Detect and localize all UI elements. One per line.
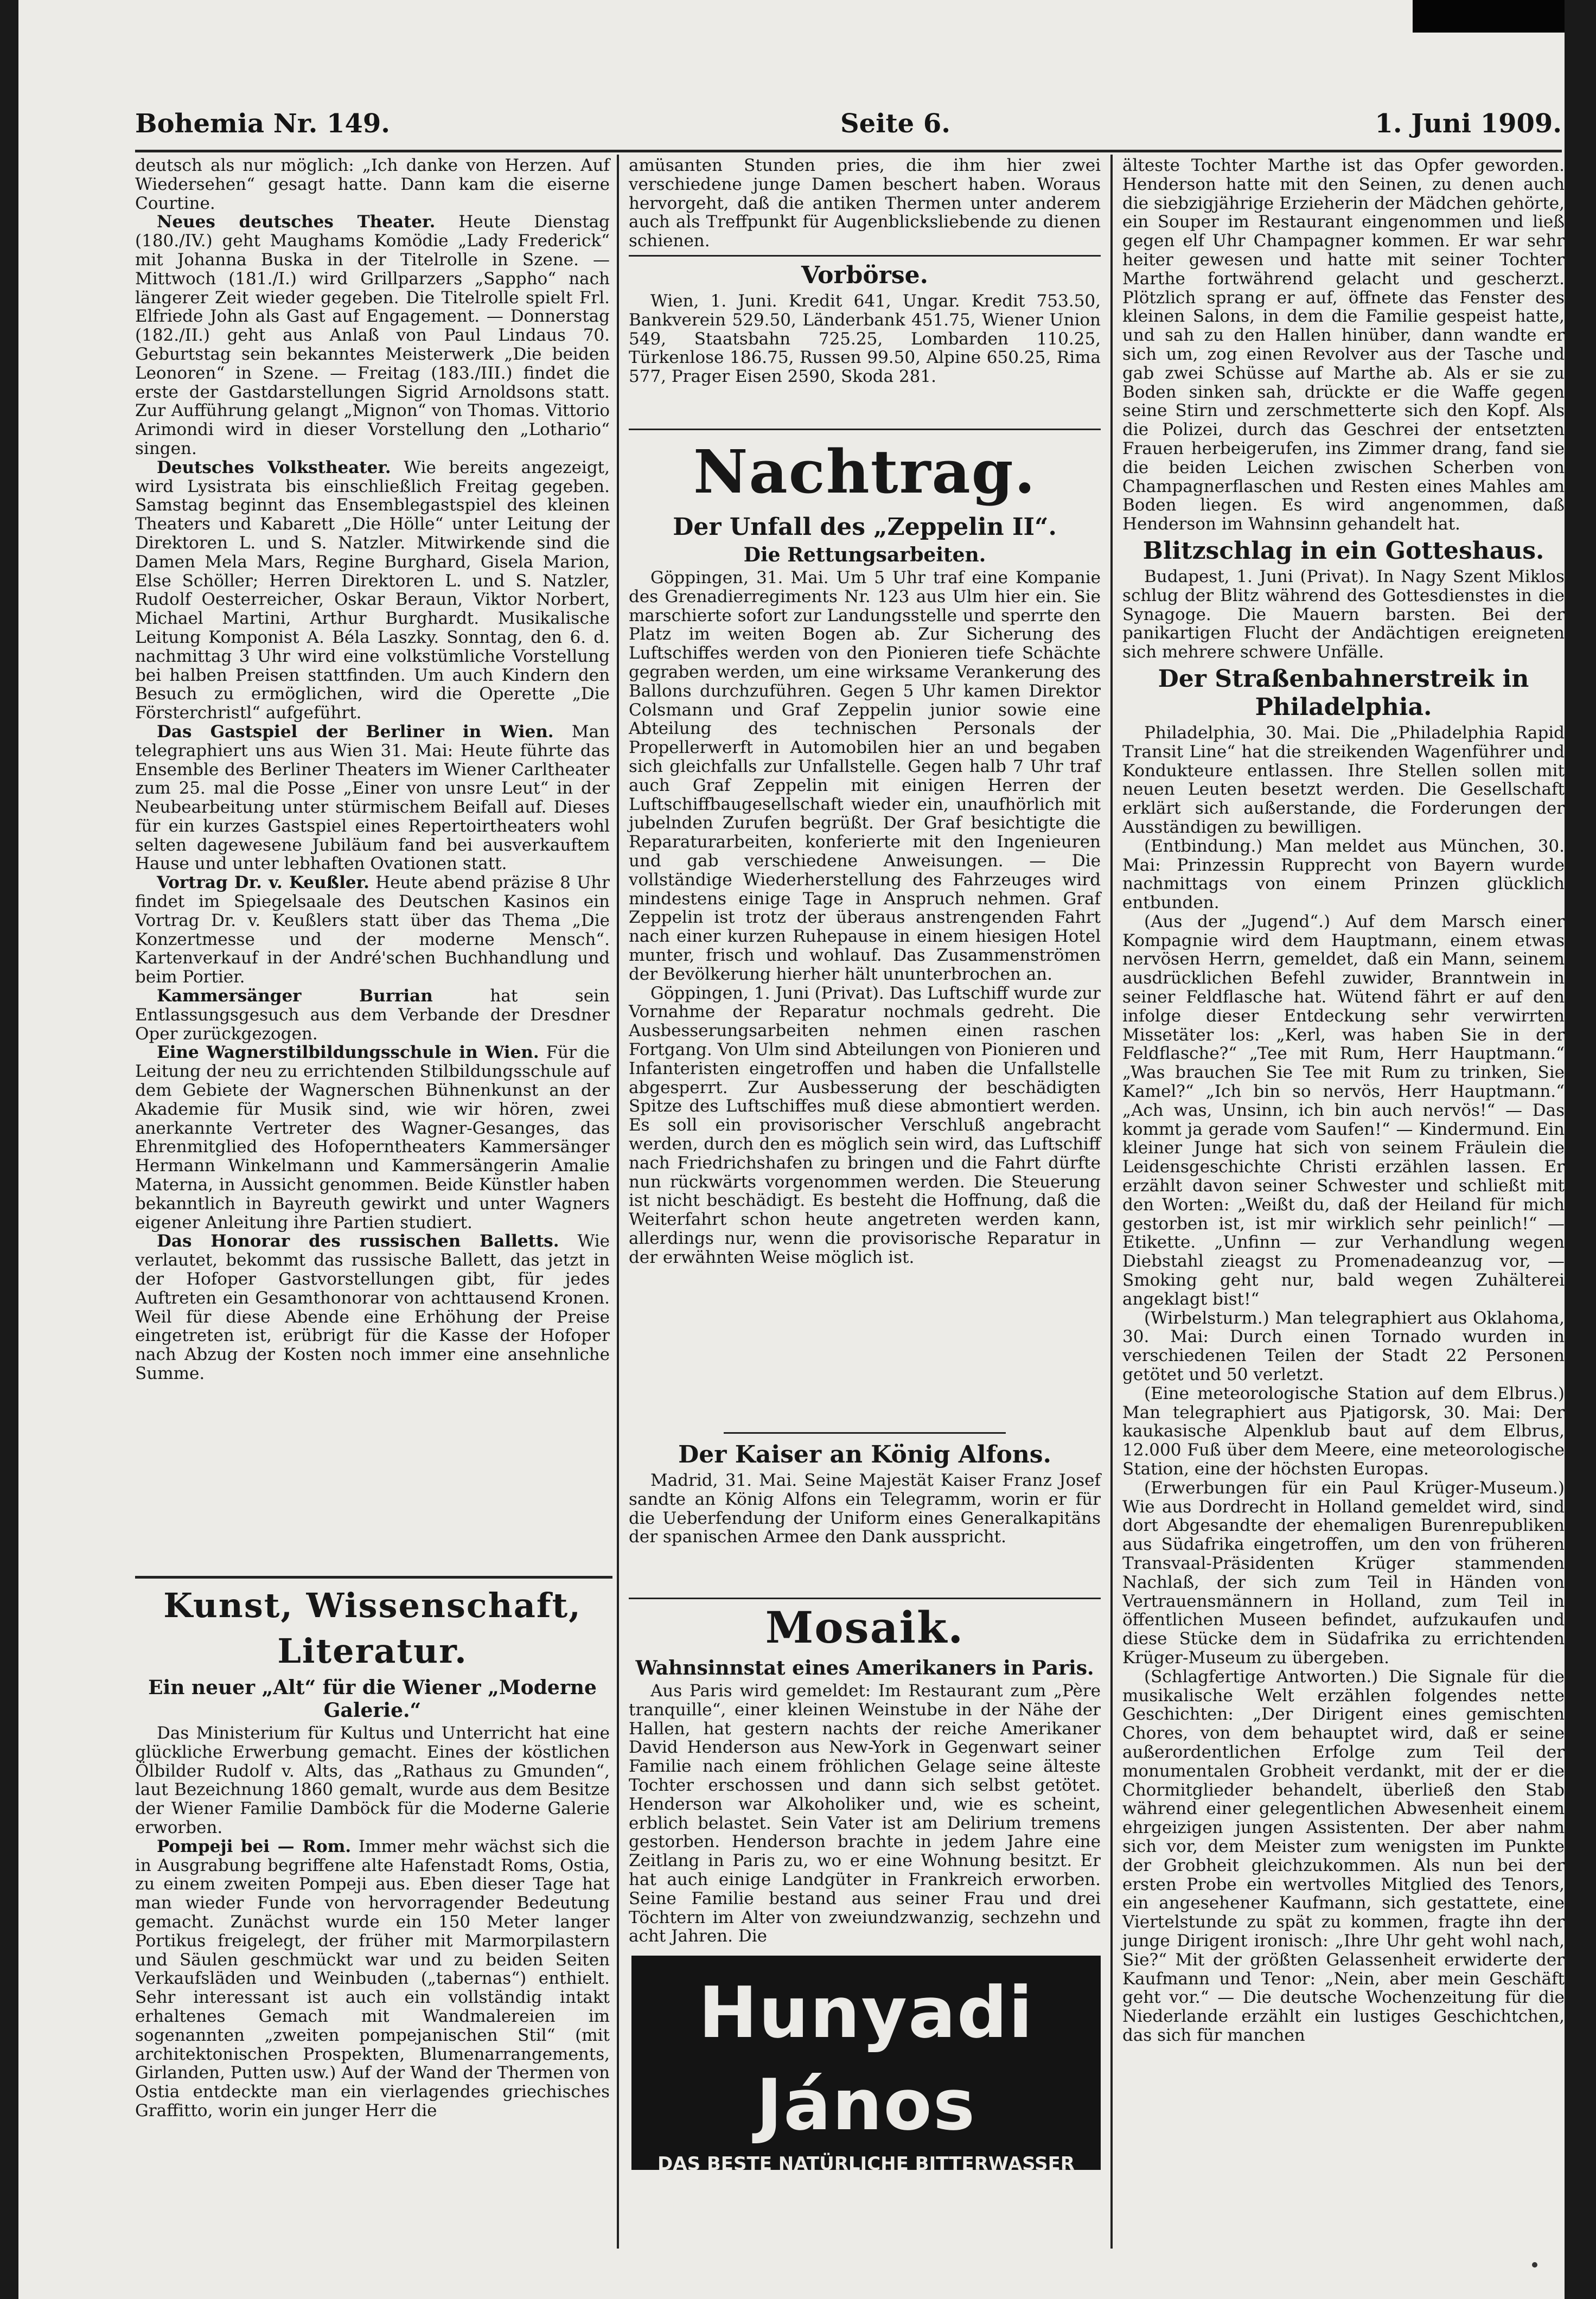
section-nachtrag: [629, 434, 1101, 1427]
headline-vortrag: Vortrag Dr. v. Keußler.: [157, 873, 369, 893]
section-title-nachtrag: Nachtrag.: [693, 437, 1037, 507]
column-divider-2: [1110, 155, 1113, 2249]
advertisement-hunyadi: [631, 1956, 1101, 2233]
page-header: [135, 108, 1562, 146]
ad-subline: EIN NATURSCHATZ VON WELTRUF. MILD, ZUVERLÄSSIG: [679, 2179, 1053, 2195]
body-alt: Das Ministerium für Kultus und Unterricht hat eine glückliche Erwerbung gemacht. Eines der köstlichen Ölbilder Rudolf v. Alts, das „Rathaus zu Gmunden“, laut Bezeichnung 1860 gemalt, wurde aus dem Besitze der Wiener Familie Damböck für die Moderne Galerie erworben.: [135, 1723, 610, 1837]
headline-burrian: Kammersänger Burrian: [157, 986, 433, 1006]
body-berliner: Man telegraphiert uns aus Wien 31. Mai: Heute führte das Ensemble des Berliner Theaters im Wiener Carltheater zum 25. mal die Posse „Einer von unsre Leut“ in der Neubearbeitung unter stürmischem Beifall auf. Dieses für ein kurzes Gastspiel eines Repertoirtheaters wohl selten dagewesene Jubiläum fand bei ausverkauftem Hause und unter lebhaften Ovationen statt.: [135, 721, 610, 874]
item-jugend: (Aus der „Jugend“.) Auf dem Marsch einer Kompagnie wird dem Hauptmann, einem etwas nervösen Herrn, gemeldet, daß ein Mann, seinem ausdrücklichen Befehl zuwider, Branntwein in seiner Feldflasche hat. Wütend fährt er auf den infolge dieser Entdeckung sehr verwirrten Missetäter los: „Kerl, was haben Sie in der Feldflasche?“ „Tee mit Rum, Herr Hauptmann.“ „Was brauchen Sie Tee mit Rum zu trinken, Sie Kamel?“ „Ich bin so nervös, Herr Hauptmann.“ „Ach was, Unsinn, ich bin auch nervös!“ — Das kommt ja gerade vom Saufen!“ — Kindermund. Ein kleiner Junge hat sich von seinem Fräulein die Leidensgeschichte Christi erzählen lassen. Er erzählt davon seiner Schwester und schließt mit den Worten: „Weißt du, daß der Heiland für mich gestorben ist, ist mir wirklich sehr peinlich!“ — Etikette. „Unfinn — zur Verhandlung wegen Diebstahl zieagst zu Promenadeanzug vor, — Smoking geht nur, bald wegen Zuhälterei angeklagt bist!“: [1122, 911, 1565, 1309]
section-title-kunst: Kunst, Wissenschaft, Literatur.: [163, 1586, 582, 1671]
item-krueger-museum: (Erwerbungen für ein Paul Krüger-Museum.) Wie aus Dordrecht in Holland gemeldet wird, sind dort Abgesandte der ehemaligen Burenrepubliken aus Südafrika eingetroffen, um den von früheren Transvaal-Präsidenten Krüger stammenden Nachlaß, der sich zum Teil in Händen von Vertrauensmännern in Holland, zum Teil in öffentlichen Museen befindet, aufzukaufen und diese Stücke dem in Südafrika zu errichtenden Krüger-Museum zu übergeben.: [1122, 1478, 1565, 1668]
body-pompeji: Immer mehr wächst sich die in Ausgrabung begriffene alte Hafenstadt Roms, Ostia, zu einem zweiten Pompeji aus. Eben dieser Tage hat man wieder Funde von hervorragender Bedeutung gemacht. Zunächst wurde ein 150 Meter langer Portikus freigelegt, der früher mit Marmorpilastern und Säulen geschmückt war und zu beiden Seiten Verkaufsläden und Weinbuden („tabernas“) enthielt. Sehr interessant ist auch ein vollständig intakt erhaltenes Gemach mit Wandmalereien im sogenannten „zweiten pompejanischen Stil“ (mit architektonischen Prospekten, Blumenarrangements, Girlanden, Putten usw.) Auf der Wand der Thermen von Ostia entdeckte man ein vierlagendes griechisches Graffitto, worin ein junger Herr die: [135, 1836, 610, 2121]
article-burrian: [135, 987, 610, 1043]
scan-dot: [1532, 2262, 1537, 2268]
headline-blitzschlag: Blitzschlag in ein Gotteshaus.: [1142, 537, 1544, 565]
article-neues-theater: [135, 213, 610, 458]
body-zeppelin-1: Göppingen, 31. Mai. Um 5 Uhr traf eine Kompanie des Grenadierregiments Nr. 123 aus Ulm hier ein. Sie marschierte sofort zur Landungsstelle und sperrte den Platz im weiten Bogen ab. Zur Sicherung des Luftschiffes werden von den Pionieren tiefe Schächte gegraben werden, um eine wirksame Verankerung des Ballons durchzuführen. Gegen 5 Uhr kamen Direktor Colsmann und Graf Zeppelin junior sowie eine Abteilung des technischen Personals der Propellerwerft in Automobilen hier an und begaben sich gleichfalls zur Unfallstelle. Gegen halb 7 Uhr traf auch Graf Zeppelin mit einigen Herren der Luftschiffbaugesellschaft wieder ein, unaufhörlich mit jubelnden Zurufen begrüßt. Der Graf besichtigte die Reparaturarbeiten, konferierte mit den Ingenieuren und gab verschiedene Anweisungen. — Die vollständige Wiederherstellung des Fahrzeuges wird mindestens einige Tage in Anspruch nehmen. Graf Zeppelin ist trotz der überaus anstrengenden Fahrt nach einer kurzen Ruhepause in einem hiesigen Hotel munter, frisch und wohlauf. Das Zusammenströmen der Bevölkerung hierher hält ununterbrochen an.: [629, 568, 1101, 984]
rule-nachtrag-top: [629, 429, 1101, 430]
body-vortrag: Heute abend präzise 8 Uhr findet im Spiegelsaale des Deutschen Kasinos ein Vortrag Dr. v. Keußlers statt über das Thema „Die Konzertmesse und der moderne Mensch“. Kartenverkauf in der André'schen Buchhandlung und beim Portier.: [135, 873, 610, 987]
body-wahnsinnstat: Aus Paris wird gemeldet: Im Restaurant zum „Père tranquille“, einer kleinen Weinstube in der Nähe der Hallen, hat gestern nachts der reiche Amerikaner David Henderson aus New-York in Gegenwart seiner Familie nach einem fröhlichen Gelage seine älteste Tochter erschossen und dann sich selbst getötet. Henderson war Alkoholiker und, wie es scheint, erblich belastet. Sein Vater ist am Delirium tremens gestorben. Henderson brachte in jedem Jahre eine Zeitlang in Paris zu, wo er eine Wohnung besitzt. Er hat auch einige Landgüter in Frankreich erworben. Seine Familie bestand aus seiner Frau und drei Töchtern im Alter von zweiundzwanzig, sechzehn und acht Jahren. Die: [629, 1681, 1101, 1946]
body-vorboerse: Wien, 1. Juni. Kredit 641, Ungar. Kredit 753.50, Bankverein 529.50, Länderbank 451.75, Wiener Union 549, Staatsbahn 725.25, Lombarden 110.25, Türkenlose 186.75, Russen 99.50, Alpine 650.25, Rima 577, Prager Eisen 2590, Skoda 281.: [629, 291, 1101, 387]
section-mosaik: [629, 1600, 1101, 1950]
headline-kaiser: Der Kaiser an König Alfons.: [678, 1441, 1051, 1468]
headline-honorar: Das Honorar des russischen Balletts.: [157, 1231, 559, 1251]
section-kaiser: [629, 1438, 1101, 1592]
headline-wagner: Eine Wagnerstilbildungsschule in Wien.: [157, 1043, 539, 1063]
subheadline-zeppelin: Die Rettungsarbeiten.: [743, 544, 986, 566]
article-vortrag: [135, 873, 610, 987]
section-kunst: [135, 1583, 610, 2247]
article-continuation-col2: amüsanten Stunden pries, die ihm hier zwei verschiedene junge Damen beschert haben. Woraus hervorgeht, daß die antiken Thermen unter anderem auch als Treffpunkt für Augenblicksliebende zu dienen schienen.: [629, 156, 1101, 251]
section-vorboerse: [629, 258, 1101, 421]
rule-kaiser-top: [724, 1432, 1006, 1434]
headline-pompeji: Pompeji bei — Rom.: [157, 1836, 352, 1856]
article-wagner: [135, 1043, 610, 1232]
rule-vorboerse-top: [629, 255, 1101, 257]
section-rule-kunst: [135, 1576, 612, 1579]
ad-tagline: DAS BESTE NATÜRLICHE BITTERWASSER: [657, 2153, 1075, 2175]
header-page-number: Seite 6.: [840, 108, 950, 139]
column-1: [135, 156, 610, 1561]
newspaper-page: [18, 0, 1565, 2299]
ad-owner: BESITZER: ANDREAS SAXLEHNER BUDAPEST. K.u.K. HOFLIEFERANT: [638, 2200, 1094, 2215]
column-2-top: [629, 156, 1101, 251]
headline-zeppelin: Der Unfall des „Zeppelin II“.: [673, 513, 1057, 541]
header-issue: Bohemia Nr. 149.: [135, 108, 390, 139]
scan-edge-shadow: [1413, 0, 1565, 33]
headline-vorboerse: Vorbörse.: [801, 261, 928, 289]
header-rule: [135, 150, 1562, 152]
column-divider-1: [617, 155, 619, 2249]
column-3: [1122, 156, 1565, 2247]
headline-wahnsinnstat: Wahnsinnstat eines Amerikaners in Paris.: [635, 1657, 1094, 1679]
ad-brand-name: Hunyadi János: [698, 1971, 1034, 2146]
article-pompeji: [135, 1837, 610, 2121]
section-title-mosaik: Mosaik.: [765, 1602, 965, 1653]
headline-strassenbahnerstreik: Der Straßenbahnerstreik in Philadelphia.: [1158, 665, 1529, 721]
body-kaiser: Madrid, 31. Mai. Seine Majestät Kaiser Franz Josef sandte an König Alfons ein Telegramm, worin er für die Ueberfendung der Uniform eines Generalkapitäns der spanischen Armee den Dank ausspricht.: [629, 1471, 1101, 1547]
rule-mosaik-top: [629, 1598, 1101, 1599]
header-date: 1. Juni 1909.: [1375, 108, 1562, 139]
article-berliner: [135, 723, 610, 873]
body-honorar: Wie verlautet, bekommt das russische Ballett, das jetzt in der Hofoper Gastvorstellungen gibt, für jedes Auftreten ein Gesamthonorar von achttausend Kronen. Weil für diese Abende eine Erhöhung der Preise eingetreten ist, erübrigt für die Kasse der Hofoper nach Abzug der Kosten noch immer eine ansehnliche Summe.: [135, 1231, 610, 1383]
headline-neues-theater: Neues deutsches Theater.: [157, 212, 436, 232]
body-strassenbahnerstreik: Philadelphia, 30. Mai. Die „Philadelphia Rapid Transit Line“ hat die streikenden Wagenführer und Kondukteure entlassen. Ihre Stellen sollen mit neuen Leuten besetzt werden. Die Gesellschaft erklärt sich außerstande, die Forderungen der Ausständigen zu bewilligen.: [1122, 723, 1565, 837]
body-wahnsinnstat-continued: älteste Tochter Marthe ist das Opfer geworden. Henderson hatte mit den Seinen, zu denen auch die siebzigjährige Erzieherin der Mädchen gehörte, ein Souper im Restaurant eingenommen und ließ gegen elf Uhr Champagner kommen. Er war sehr heiter gewesen und hatte mit seiner Tochter Marthe fortwährend gelacht und gescherzt. Plötzlich sprang er auf, öffnete das Fenster des kleinen Salons, in dem die Familie gespeist hatte, und sah zu den Hallen hinüber, dann wandte er sich um, zog einen Revolver aus der Tasche und gab zwei Schüsse auf Marthe ab. Als er sie zu Boden sinken sah, drückte er die Waffe gegen seine Stirn und zerschmetterte sich den Kopf. Als die Polizei, durch das Geschrei der entsetzten Frauen herbeigerufen, ins Zimmer drang, fand sie die beiden Leichen zwischen Scherben von Champagnerflaschen und Resten eines Mahles am Boden liegen. Es wird angenommen, daß Henderson im Wahnsinn gehandelt hat.: [1122, 156, 1565, 534]
body-zeppelin-2: Göppingen, 1. Juni (Privat). Das Luftschiff wurde zur Vornahme der Reparatur nochmals gedreht. Die Ausbesserungsarbeiten nehmen einen raschen Fortgang. Von Ulm sind Abteilungen von Pionieren und Infanteristen eingetroffen und haben die Unfallstelle abgesperrt. Zur Ausbesserung der beschädigten Spitze des Luftschiffes muß diese abmontiert werden. Es soll ein provisorischer Verschluß angebracht werden, durch den es möglich sein wird, das Luftschiff nach Friedrichshafen zu bringen und die Fahrt dürfte nun rückwärts vorgenommen werden. Die Steuerung ist nicht beschädigt. Es besteht die Hoffnung, daß die Weiterfahrt schon heute angetreten werden kann, allerdings nur, wenn die provisorische Reparatur in der erwähnten Weise möglich ist.: [629, 983, 1101, 1267]
headline-berliner: Das Gastspiel der Berliner in Wien.: [157, 721, 554, 742]
headline-volkstheater: Deutsches Volkstheater.: [157, 457, 391, 477]
article-honorar: [135, 1232, 610, 1383]
item-schlagfertige-antworten: (Schlagfertige Antworten.) Die Signale für die musikalische Welt erzählen folgendes nette Geschichten: „Der Dirigent eines gemischten Chores, von dem behauptet wird, daß er seine außerordentlichen Erfolge zum Teil der monumentalen Grobheit verdankt, mit der er die Chormitglieder behandelt, überließ den Stab während einer gelegentlichen Abwesenheit einem ehrgeizigen jungen Assistenten. Der aber nahm sich vor, dem Meister zum wenigsten im Punkte der Grobheit gleichzukommen. Als nun bei der ersten Probe ein wertvolles Mitglied des Tenors, ein angesehener Kaufmann, sich gestattete, eine Viertelstunde zu spät zu kommen, fragte ihn der junge Dirigent ironisch: „Ihre Uhr geht wohl nach, Sie?“ Mit der größten Gelassenheit erwiderte der Kaufmann und Tenor: „Nein, aber mein Geschäft geht vor.“ — Die deutsche Wochenzeitung für die Niederlande erzählt ein lustiges Geschichtchen, das sich für manchen: [1122, 1666, 1565, 2045]
body-blitzschlag: Budapest, 1. Juni (Privat). In Nagy Szent Miklos schlug der Blitz während des Gottesdienstes in die Synagoge. Die Mauern barsten. Bei der panikartigen Flucht der Andächtigen ereigneten sich mehrere schwere Unfälle.: [1122, 566, 1565, 662]
body-wagner: Für die Leitung der neu zu errichtenden Stilbildungsschule auf dem Gebiete der Wagnerschen Bühnenkunst an der Akademie für Musik sind, wie wir hören, zwei anerkannte Vertreter des Wagner-Gesanges, das Ehrenmitglied des Hofoperntheaters Kammersänger Hermann Winkelmann und Kammersängerin Amalie Materna, in Aussicht genommen. Beide Künstler haben bekanntlich in Bayreuth gewirkt und unter Wagners eigener Anleitung ihre Partien studiert.: [135, 1043, 610, 1232]
body-volkstheater: Wie bereits angezeigt, wird Lysistrata bis einschließlich Freitag gegeben. Samstag beginnt das Ensemblegastspiel des kleinen Theaters und Kabarett „Die Hölle“ unter Leitung der Direktoren L. und S. Natzler. Mitwirkende sind die Damen Mela Mars, Regine Burghard, Gisela Marion, Else Schöller; Herren Direktoren L. und S. Natzler, Rudolf Oesterreicher, Oskar Beraun, Viktor Norbert, Michael Martini, Arthur Burghardt. Musikalische Leitung Komponist A. Béla Laszky. Sonntag, den 6. d. nachmittag 3 Uhr wird eine volkstümliche Vorstellung bei halben Preisen stattfinden. Um auch Kindern den Besuch zu ermöglichen, wird die Operette „Die Försterchristl“ aufgeführt.: [135, 457, 610, 723]
article-volkstheater: [135, 458, 610, 723]
item-entbindung: (Entbindung.) Man meldet aus München, 30. Mai: Prinzessin Rupprecht von Bayern wurde nachmittags von einem Prinzen glücklich entbunden.: [1122, 836, 1565, 913]
body-neues-theater: Heute Dienstag (180./IV.) geht Maughams Komödie „Lady Frederick“ mit Johanna Buska in der Titelrolle in Szene. — Mittwoch (181./I.) wird Grillparzers „Sappho“ nach längerer Zeit wieder gegeben. Die Titelrolle spielt Frl. Elfriede John als Gast auf Engagement. — Donnerstag (182./II.) geht aus Anlaß von Paul Lindaus 70. Geburtstag sein bekanntes Meisterwerk „Die beiden Leonoren“ in Szene. — Freitag (183./III.) findet die erste der Gastdarstellungen Sigrid Arnoldsons statt. Zur Aufführung gelangt „Mignon“ von Thomas. Vittorio Arimondi wird in dieser Vorstellung den „Lothario“ singen.: [135, 212, 610, 458]
item-wirbelsturm: (Wirbelsturm.) Man telegraphiert aus Oklahoma, 30. Mai: Durch einen Tornado wurden in verschiedenen Teilen der Stadt 22 Personen getötet und 50 verletzt.: [1122, 1308, 1565, 1385]
ad-year: 1909: [851, 2219, 882, 2233]
item-meteorologische-station: (Eine meteorologische Station auf dem Elbrus.) Man telegraphiert aus Pjatigorsk, 30. Mai: Der kaukasische Alpenklub baut auf dem Elbrus, 12.000 Fuß über dem Meere, eine meteorologische Station, eine der höchsten Europas.: [1122, 1383, 1565, 1479]
body-burrian: hat sein Entlassungsgesuch aus dem Verbande der Dresdner Oper zurückgezogen.: [135, 986, 610, 1044]
headline-alt: Ein neuer „Alt“ für die Wiener „Moderne Galerie.“: [148, 1676, 597, 1722]
article-continuation: deutsch als nur möglich: „Ich danke von Herzen. Auf Wiedersehen“ gesagt hatte. Dann kam die eiserne Courtine.: [135, 156, 610, 213]
